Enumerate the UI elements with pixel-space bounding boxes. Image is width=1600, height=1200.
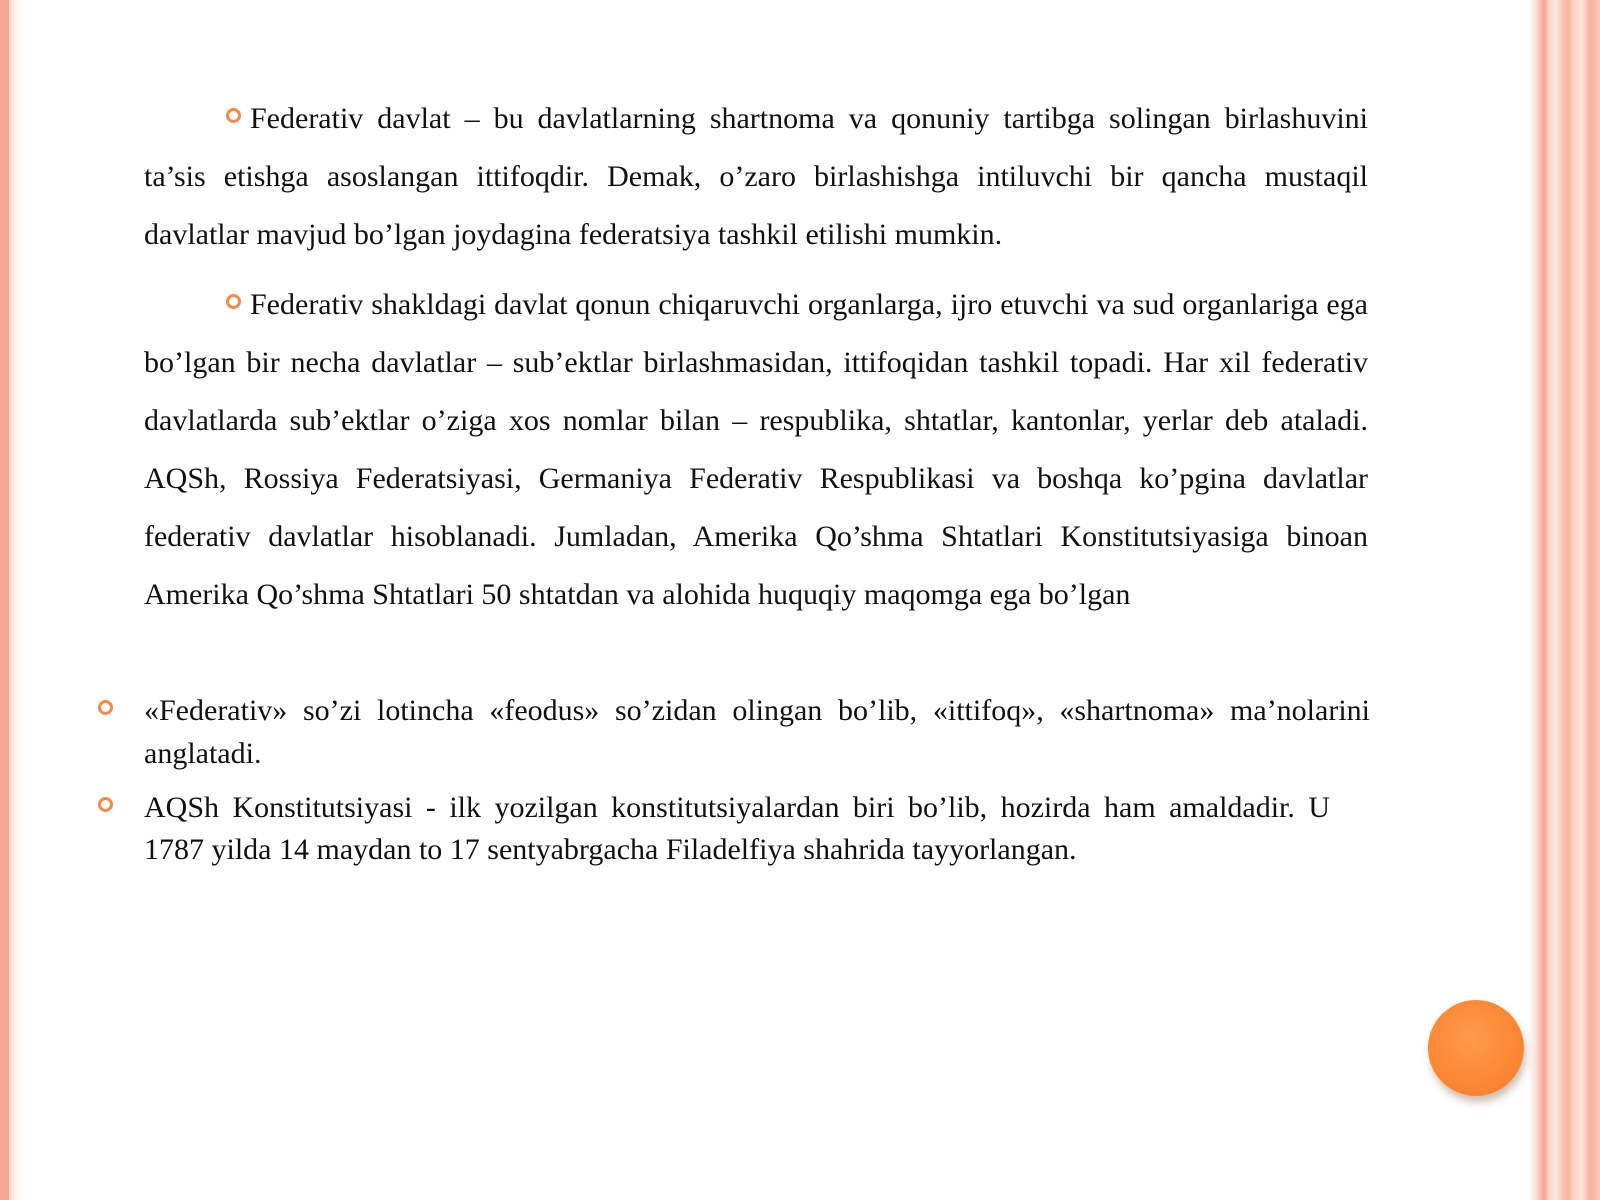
paragraph-federativ-etymology: «Federativ» so’zi lotincha «feodus» so’zidan olingan bo’lib, «ittifoq», «shartnoma» ma’nolarini anglatadi. bbox=[144, 694, 1370, 770]
bullet-icon bbox=[98, 700, 113, 715]
orange-circle-decoration bbox=[1428, 1000, 1524, 1096]
paragraph-aqsh-konstitutsiyasi: AQSh Konstitutsiyasi - ilk yozilgan konstitutsiyalardan biri bo’lib, hozirda ham amaldadir. U 1787 yilda 14 maydan to 17 sentyabrgacha Filadelfiya shahrida tayyorlangan. bbox=[144, 791, 1330, 866]
bullet-icon bbox=[98, 797, 113, 812]
paragraph-federativ-davlat: Federativ davlat – bu davlatlarning shartnoma va qonuniy tartibga solingan birlashuvini ta’sis etishga asoslangan ittifoqdir. Demak, o’zaro birlashishga intiluvchi bir qancha mustaqil davlatlar mavjud bo’lgan joydagina federatsiya tashkil etilishi mumkin. bbox=[144, 102, 1368, 251]
left-border-decoration bbox=[0, 0, 22, 1200]
right-border-decoration bbox=[1528, 0, 1600, 1200]
paragraph-federativ-shakl: Federativ shakldagi davlat qonun chiqaruvchi organlarga, ijro etuvchi va sud organlariga ega bo’lgan bir necha davlatlar – sub’ektlar birlashmasidan, ittifoqidan tashkil topadi. Har xil federativ davlatlarda sub’ektlar o’ziga xos nomlar bilan – respublika, shtatlar, kantonlar, yerlar deb ataladi. AQSh, Rossiya Federatsiyasi, Germaniya Federativ Respublikasi va boshqa ko’pgina davlatlar federativ davlatlar hisoblanadi. Jumladan, Amerika Qo’shma Shtatlari Konstitutsiyasiga binoan Amerika Qo’shma Shtatlari 50 shtatdan va alohida huquqiy maqomga ega bo’lgan bbox=[144, 288, 1368, 611]
